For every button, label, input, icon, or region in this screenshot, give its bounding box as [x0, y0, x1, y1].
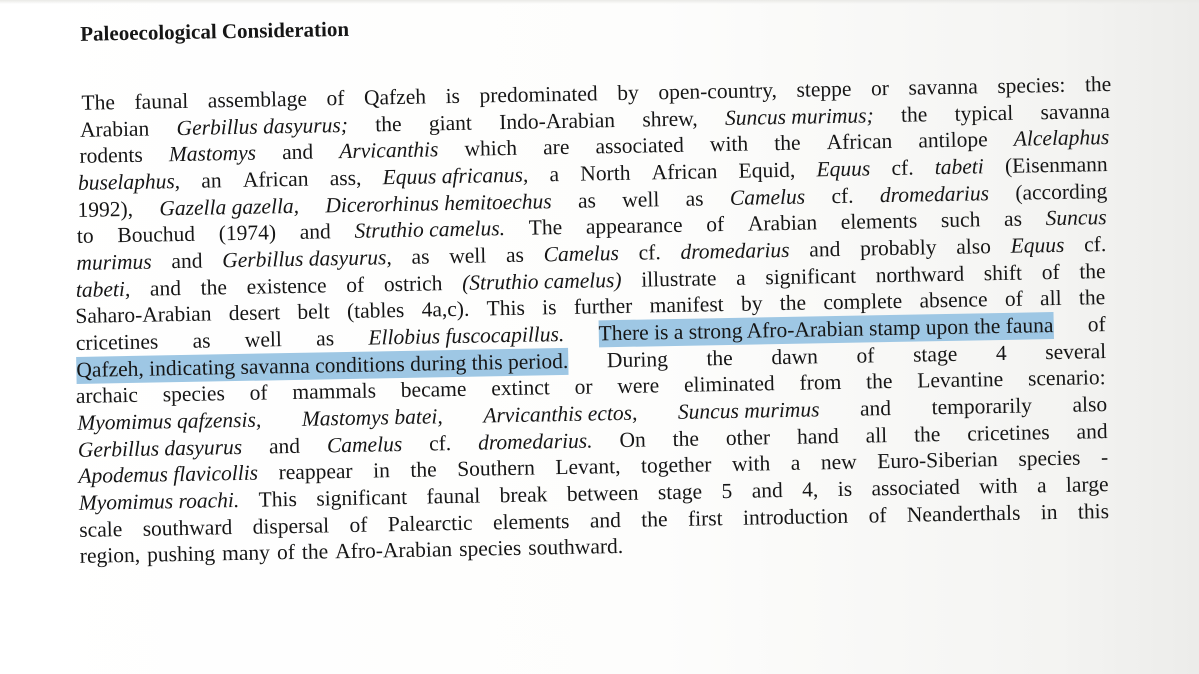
word: complete: [823, 288, 903, 315]
word: Gerbillus dasyurus: [77, 434, 243, 462]
word: scenario:: [1027, 365, 1106, 391]
word: North: [580, 160, 631, 186]
word: together: [640, 452, 712, 478]
word: cricetines: [75, 329, 159, 355]
word: Arabian: [79, 116, 150, 142]
word: Arvicanthis ectos,: [483, 400, 638, 428]
word: the: [641, 507, 668, 532]
word: species: [162, 381, 226, 407]
page-edge-shadow: [0, 0, 1199, 4]
word: large: [1065, 472, 1109, 497]
word: the: [865, 368, 893, 394]
word: in: [1040, 499, 1058, 525]
word: African: [242, 166, 309, 192]
word: and: [809, 236, 841, 262]
word: all: [865, 423, 888, 448]
word: to: [76, 223, 94, 248]
word: or: [574, 374, 593, 399]
word: elements: [492, 508, 570, 535]
word: 1992),: [77, 196, 134, 222]
word: with: [731, 451, 771, 476]
word: also: [1072, 392, 1108, 417]
word: assemblage: [207, 86, 308, 113]
word: such: [940, 207, 981, 233]
word: cf.: [428, 431, 452, 456]
word: open-country,: [658, 78, 778, 105]
word: stage: [657, 479, 703, 505]
word: Camelus: [326, 431, 403, 458]
word: the: [913, 422, 941, 447]
word: and: [1076, 419, 1108, 444]
word: dispersal: [252, 513, 330, 539]
word: This: [258, 486, 298, 512]
word: Levantine: [916, 366, 1004, 393]
word: -: [1100, 445, 1109, 470]
word: a: [1036, 473, 1047, 498]
word: of: [1087, 312, 1106, 337]
word: and: [299, 219, 332, 244]
word: Gerbillus dasyurus,: [221, 245, 393, 273]
word: The: [81, 90, 116, 115]
word: faunal: [426, 483, 481, 509]
word: 4a,c).: [421, 296, 470, 322]
word: Ellobius fuscocapillus.: [368, 321, 565, 350]
word: Apodemus flavicollis: [78, 460, 259, 488]
word: 4,: [801, 477, 819, 502]
word: the: [774, 130, 801, 156]
word: faunal: [134, 88, 189, 114]
section-heading: Paleoecological Consideration: [79, 16, 350, 46]
word: and: [171, 248, 203, 274]
word: (according: [1015, 179, 1108, 205]
word: On: [619, 427, 646, 452]
highlighted-text: There is a strong Afro-Arabian stamp upon the fauna: [598, 313, 1054, 346]
word: the: [1084, 71, 1112, 97]
word: an: [201, 168, 222, 193]
word: (1974): [218, 220, 277, 246]
word: Levant,: [555, 453, 621, 480]
word: existence: [246, 273, 327, 299]
word: by: [617, 80, 639, 105]
word: and: [751, 478, 783, 503]
word: the: [672, 426, 700, 452]
word: Afro-Arabian: [334, 537, 453, 564]
word: elements: [840, 208, 918, 234]
word: Myomimus roachi.: [78, 487, 240, 515]
word: antilope: [918, 127, 988, 153]
word: northward: [875, 261, 965, 288]
word: Southern: [456, 455, 536, 481]
word: shift: [983, 260, 1023, 286]
word: giant: [428, 110, 473, 136]
text-block: [70, 3, 1112, 568]
word: significant: [765, 263, 857, 290]
word: (Eisenmann: [1004, 152, 1108, 178]
word: several: [1045, 339, 1107, 365]
word: are: [542, 134, 570, 160]
word: many: [221, 540, 271, 566]
word: dromedarius: [879, 181, 990, 208]
word: dromedarius: [680, 237, 790, 264]
word: mammals: [292, 378, 377, 404]
word: tabeti: [934, 154, 984, 180]
word: extinct: [491, 375, 550, 401]
word: a: [549, 162, 560, 187]
word: steppe: [796, 76, 852, 102]
word: as: [411, 244, 430, 269]
word: by: [740, 291, 763, 316]
word: Suncus murimus: [677, 397, 820, 424]
word: all: [1039, 285, 1062, 311]
word: associated: [595, 132, 685, 159]
word: reappear: [278, 458, 353, 485]
word: cricetines: [967, 420, 1050, 446]
word: of: [249, 380, 268, 405]
word: the: [200, 275, 228, 300]
word: well: [622, 187, 660, 212]
word: the: [779, 290, 807, 316]
word: eliminated: [683, 371, 775, 397]
word: manifest: [649, 292, 724, 318]
word: hand: [796, 423, 839, 449]
word: belt: [297, 299, 330, 324]
word: Neanderthals: [906, 500, 1021, 527]
word: During: [606, 347, 669, 373]
word: became: [400, 376, 467, 402]
word: archaic: [75, 382, 139, 408]
word: This: [486, 295, 526, 321]
word: (tables: [346, 297, 405, 323]
word: Suncus murimus;: [724, 103, 874, 131]
word: and: [268, 433, 301, 459]
word: is: [541, 295, 557, 320]
word: a: [735, 265, 746, 290]
word: of: [1041, 259, 1060, 285]
word: Suncus: [1045, 205, 1107, 231]
word: Palearctic: [387, 510, 473, 537]
word: and: [149, 276, 182, 301]
word: appearance: [585, 212, 683, 239]
word: Mastomys batei,: [301, 404, 443, 431]
word: Struthio camelus.: [354, 216, 506, 243]
word: well: [244, 327, 283, 352]
word: Qafzeh: [363, 84, 427, 110]
word: savanna: [908, 74, 978, 100]
word: Camelus: [729, 184, 806, 210]
word: break: [499, 482, 548, 508]
word: Euro-Siberian: [876, 447, 999, 474]
word: the: [375, 111, 402, 137]
word: pushing: [146, 541, 216, 567]
word: and: [281, 139, 314, 165]
word: Gazella gazella,: [159, 193, 300, 221]
highlighted-text: Qafzeh, indicating savanna conditions during this period.: [76, 348, 569, 382]
word: temporarily: [931, 393, 1033, 420]
word: desert: [228, 300, 281, 326]
word: as: [505, 242, 525, 268]
word: of: [276, 539, 296, 565]
word: ostrich: [383, 271, 443, 297]
word: Mastomys: [168, 140, 257, 167]
word: well: [448, 243, 487, 269]
word: further: [573, 293, 633, 319]
word: of: [856, 343, 875, 368]
word: Bouchud: [117, 221, 196, 248]
word: from: [799, 369, 842, 395]
word: the: [301, 539, 329, 564]
word: of: [346, 272, 365, 297]
word: as: [685, 186, 704, 211]
word: of: [705, 212, 725, 237]
word: species: [1018, 445, 1081, 471]
word: region,: [79, 542, 141, 568]
word: other: [725, 425, 771, 451]
word: this: [1077, 499, 1110, 524]
word: predominated: [479, 81, 598, 108]
word: associated: [871, 474, 961, 501]
word: Equus: [1010, 232, 1065, 258]
word: ass,: [329, 165, 362, 191]
word: which: [464, 135, 518, 161]
word: Equid,: [738, 157, 796, 183]
word: between: [566, 480, 639, 506]
word: as: [315, 326, 335, 351]
word: stage: [912, 341, 958, 367]
word: a: [790, 450, 801, 475]
word: 5: [721, 478, 733, 504]
word: the: [1079, 259, 1106, 284]
word: cf.: [891, 155, 914, 180]
word: with: [709, 131, 749, 157]
word: 4: [995, 340, 1007, 366]
word: cf.: [1083, 232, 1107, 257]
word: scale: [79, 517, 123, 542]
word: Camelus: [543, 240, 620, 267]
word: Dicerorhinus hemitoechus: [325, 189, 552, 218]
word: or: [870, 76, 890, 101]
word: Saharo-Arabian: [75, 301, 212, 328]
word: and: [589, 507, 622, 533]
word: is: [445, 83, 461, 109]
word: and: [859, 396, 892, 421]
word: as: [192, 328, 211, 353]
word: also: [956, 234, 992, 259]
word: first: [687, 506, 723, 531]
word: rodents: [79, 142, 143, 168]
word: cf.: [831, 183, 854, 209]
word: murimus: [76, 249, 152, 275]
word: southward.: [527, 533, 624, 560]
word: is: [837, 476, 853, 502]
word: southward: [142, 515, 233, 541]
word: as: [1003, 206, 1023, 231]
word: were: [617, 373, 660, 399]
word: with: [979, 473, 1018, 499]
word: Gerbillus dasyurus;: [176, 112, 349, 141]
word: Indo-Arabian: [498, 108, 616, 135]
word: dromedarius.: [477, 428, 593, 455]
word: Equus africanus,: [382, 162, 529, 190]
word: dawn: [771, 344, 819, 370]
word: illustrate: [640, 266, 717, 292]
word: shrew,: [642, 106, 698, 132]
word: the: [1078, 285, 1106, 310]
word: Arvicanthis: [339, 137, 439, 164]
word: absence: [919, 287, 988, 313]
word: species:: [997, 72, 1066, 99]
word: of: [326, 85, 345, 111]
word: African: [826, 128, 893, 155]
word: in: [372, 458, 391, 483]
word: savanna: [1040, 98, 1110, 125]
word: new: [820, 449, 857, 475]
word: Alcelaphus: [1013, 124, 1110, 151]
word: probably: [859, 235, 937, 261]
word: as: [577, 188, 597, 213]
word: species: [458, 535, 522, 561]
word: significant: [316, 484, 408, 511]
word: cf.: [638, 240, 661, 265]
word: of: [868, 503, 887, 528]
word: Equus: [816, 156, 871, 182]
word: buselaphus,: [77, 169, 181, 195]
word: tabeti,: [75, 276, 131, 302]
word: the: [410, 457, 437, 482]
word: Myomimus qafzensis,: [77, 407, 262, 435]
word: introduction: [742, 503, 849, 530]
word: the: [900, 102, 928, 127]
word: of: [1004, 286, 1023, 311]
word: the: [706, 345, 733, 371]
word: Arabian: [747, 210, 818, 236]
word: of: [349, 512, 368, 537]
word: typical: [954, 100, 1014, 126]
word: African: [651, 159, 718, 185]
word: The: [528, 215, 563, 240]
word: (Struthio camelus): [461, 267, 622, 295]
